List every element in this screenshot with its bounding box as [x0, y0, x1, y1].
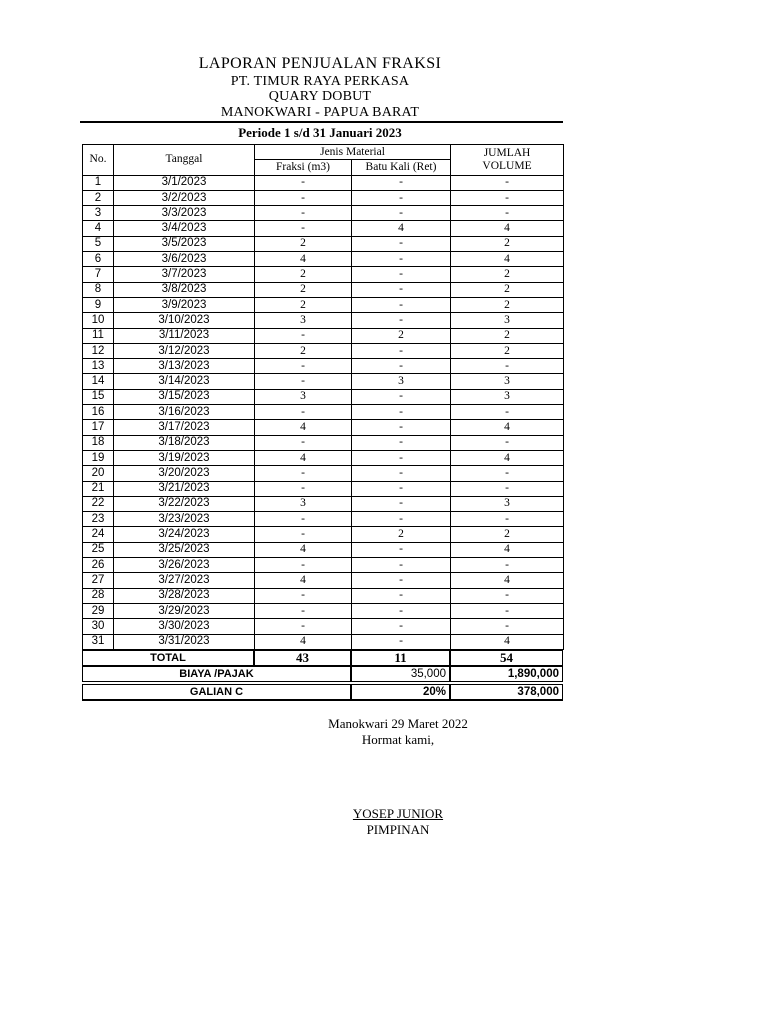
row-number: 27: [83, 573, 114, 588]
biaya-label: BIAYA /PAJAK: [82, 666, 351, 682]
table-row: [83, 527, 564, 542]
galian-rate: 20%: [351, 684, 450, 700]
column-header-date: Tanggal: [114, 145, 255, 176]
row-jumlah: 3: [451, 313, 564, 328]
row-number: 3: [83, 206, 114, 221]
row-jumlah: 2: [451, 343, 564, 358]
row-date: 3/4/2023: [114, 221, 255, 236]
row-number: 19: [83, 450, 114, 465]
row-date: 3/11/2023: [114, 328, 255, 343]
table-header-row-1: [83, 145, 564, 160]
row-batu-kali: -: [352, 542, 451, 557]
row-jumlah: -: [451, 435, 564, 450]
row-jumlah: -: [451, 175, 564, 190]
row-number: 18: [83, 435, 114, 450]
row-batu-kali: 3: [352, 374, 451, 389]
row-fraksi: -: [255, 603, 352, 618]
row-jumlah: 2: [451, 236, 564, 251]
table-row: [83, 405, 564, 420]
galian-amount: 378,000: [450, 684, 563, 700]
signatory-role: PIMPINAN: [366, 822, 430, 837]
row-date: 3/20/2023: [114, 466, 255, 481]
row-number: 30: [83, 619, 114, 634]
row-fraksi: -: [255, 435, 352, 450]
row-number: 11: [83, 328, 114, 343]
row-batu-kali: -: [352, 389, 451, 404]
table-row: [83, 359, 564, 374]
row-jumlah: 4: [451, 573, 564, 588]
row-fraksi: 4: [255, 450, 352, 465]
row-batu-kali: 2: [352, 527, 451, 542]
row-jumlah: 2: [451, 527, 564, 542]
row-date: 3/30/2023: [114, 619, 255, 634]
row-fraksi: -: [255, 466, 352, 481]
row-fraksi: -: [255, 619, 352, 634]
row-number: 21: [83, 481, 114, 496]
row-fraksi: -: [255, 374, 352, 389]
row-number: 8: [83, 282, 114, 297]
table-row: [83, 603, 564, 618]
row-date: 3/26/2023: [114, 558, 255, 573]
column-header-batu-kali: Batu Kali (Ret): [352, 160, 451, 175]
row-batu-kali: -: [352, 236, 451, 251]
table-row: [83, 252, 564, 267]
row-jumlah: 3: [451, 374, 564, 389]
row-fraksi: 2: [255, 267, 352, 282]
row-fraksi: 4: [255, 252, 352, 267]
row-date: 3/17/2023: [114, 420, 255, 435]
row-batu-kali: 4: [352, 221, 451, 236]
report-period: Periode 1 s/d 31 Januari 2023: [238, 125, 402, 140]
row-number: 23: [83, 512, 114, 527]
table-row: [83, 619, 564, 634]
row-date: 3/2/2023: [114, 190, 255, 205]
totals-table: [82, 650, 563, 701]
column-header-jumlah: [451, 145, 564, 176]
row-date: 3/29/2023: [114, 603, 255, 618]
column-header-jumlah-line1: JUMLAH: [483, 146, 531, 159]
signatory-name: YOSEP JUNIOR: [352, 806, 444, 821]
row-batu-kali: -: [352, 252, 451, 267]
row-date: 3/7/2023: [114, 267, 255, 282]
row-date: 3/21/2023: [114, 481, 255, 496]
row-fraksi: -: [255, 405, 352, 420]
table-row: [83, 435, 564, 450]
biaya-row: [82, 666, 563, 682]
row-number: 13: [83, 359, 114, 374]
table-row: [83, 512, 564, 527]
table-row: [83, 374, 564, 389]
signature-place-date: Manokwari 29 Maret 2022: [328, 716, 468, 731]
row-number: 29: [83, 603, 114, 618]
column-group-material: Jenis Material: [255, 145, 451, 160]
row-jumlah: 2: [451, 267, 564, 282]
row-number: 20: [83, 466, 114, 481]
row-jumlah: -: [451, 603, 564, 618]
row-date: 3/31/2023: [114, 634, 255, 649]
row-batu-kali: -: [352, 267, 451, 282]
row-fraksi: -: [255, 481, 352, 496]
table-row: [83, 267, 564, 282]
row-fraksi: 4: [255, 420, 352, 435]
row-jumlah: -: [451, 359, 564, 374]
row-date: 3/27/2023: [114, 573, 255, 588]
row-batu-kali: -: [352, 405, 451, 420]
table-row: [83, 634, 564, 649]
table-row: [83, 588, 564, 603]
biaya-rate: 35,000: [351, 666, 450, 682]
total-batu-kali: 11: [351, 650, 450, 666]
row-fraksi: 3: [255, 389, 352, 404]
row-date: 3/1/2023: [114, 175, 255, 190]
row-date: 3/22/2023: [114, 496, 255, 511]
row-number: 14: [83, 374, 114, 389]
row-batu-kali: -: [352, 481, 451, 496]
row-jumlah: 2: [451, 282, 564, 297]
row-jumlah: 4: [451, 252, 564, 267]
row-date: 3/14/2023: [114, 374, 255, 389]
table-row: [83, 542, 564, 557]
row-batu-kali: -: [352, 297, 451, 312]
row-date: 3/12/2023: [114, 343, 255, 358]
biaya-amount: 1,890,000: [450, 666, 563, 682]
table-row: [83, 221, 564, 236]
row-number: 24: [83, 527, 114, 542]
row-date: 3/23/2023: [114, 512, 255, 527]
row-jumlah: -: [451, 512, 564, 527]
header-divider: [80, 121, 563, 123]
column-header-jumlah-line2: VOLUME: [482, 159, 532, 172]
row-batu-kali: 2: [352, 328, 451, 343]
row-date: 3/19/2023: [114, 450, 255, 465]
table-row: [83, 450, 564, 465]
row-date: 3/28/2023: [114, 588, 255, 603]
row-fraksi: -: [255, 512, 352, 527]
row-jumlah: 3: [451, 496, 564, 511]
row-fraksi: -: [255, 328, 352, 343]
row-jumlah: -: [451, 481, 564, 496]
sales-table: [82, 144, 564, 650]
total-fraksi: 43: [254, 650, 351, 666]
report-title: LAPORAN PENJUALAN FRAKSI: [198, 55, 442, 72]
table-row: [83, 558, 564, 573]
row-number: 15: [83, 389, 114, 404]
company-name: PT. TIMUR RAYA PERKASA: [230, 74, 410, 89]
row-date: 3/9/2023: [114, 297, 255, 312]
row-date: 3/13/2023: [114, 359, 255, 374]
row-fraksi: 4: [255, 634, 352, 649]
total-row: [82, 650, 563, 666]
table-row: [83, 420, 564, 435]
row-number: 1: [83, 175, 114, 190]
row-fraksi: -: [255, 558, 352, 573]
table-row: [83, 297, 564, 312]
row-jumlah: 4: [451, 542, 564, 557]
row-batu-kali: -: [352, 466, 451, 481]
row-number: 10: [83, 313, 114, 328]
row-number: 31: [83, 634, 114, 649]
row-jumlah: -: [451, 206, 564, 221]
table-row: [83, 313, 564, 328]
row-number: 2: [83, 190, 114, 205]
row-number: 12: [83, 343, 114, 358]
row-batu-kali: -: [352, 512, 451, 527]
row-date: 3/5/2023: [114, 236, 255, 251]
table-row: [83, 496, 564, 511]
sales-table-body: [83, 145, 564, 650]
column-header-no: No.: [83, 145, 114, 176]
table-row: [83, 573, 564, 588]
row-fraksi: -: [255, 190, 352, 205]
row-fraksi: -: [255, 359, 352, 374]
total-label: TOTAL: [82, 650, 254, 666]
row-jumlah: 2: [451, 297, 564, 312]
row-batu-kali: -: [352, 282, 451, 297]
row-jumlah: -: [451, 619, 564, 634]
row-fraksi: 2: [255, 297, 352, 312]
row-batu-kali: -: [352, 619, 451, 634]
row-jumlah: 3: [451, 389, 564, 404]
row-number: 4: [83, 221, 114, 236]
galian-label: GALIAN C: [82, 684, 351, 700]
row-batu-kali: -: [352, 420, 451, 435]
row-number: 22: [83, 496, 114, 511]
row-batu-kali: -: [352, 558, 451, 573]
table-row: [83, 343, 564, 358]
row-jumlah: -: [451, 588, 564, 603]
row-jumlah: -: [451, 405, 564, 420]
table-row: [83, 175, 564, 190]
table-row: [83, 466, 564, 481]
row-fraksi: 2: [255, 236, 352, 251]
row-date: 3/18/2023: [114, 435, 255, 450]
row-date: 3/3/2023: [114, 206, 255, 221]
row-batu-kali: -: [352, 603, 451, 618]
row-batu-kali: -: [352, 450, 451, 465]
row-date: 3/16/2023: [114, 405, 255, 420]
row-jumlah: -: [451, 466, 564, 481]
row-batu-kali: -: [352, 573, 451, 588]
row-jumlah: 4: [451, 420, 564, 435]
table-row: [83, 282, 564, 297]
row-date: 3/8/2023: [114, 282, 255, 297]
row-jumlah: 2: [451, 328, 564, 343]
row-number: 5: [83, 236, 114, 251]
row-batu-kali: -: [352, 359, 451, 374]
row-fraksi: 4: [255, 542, 352, 557]
row-batu-kali: -: [352, 343, 451, 358]
row-batu-kali: -: [352, 496, 451, 511]
table-row: [83, 328, 564, 343]
row-batu-kali: -: [352, 634, 451, 649]
row-date: 3/25/2023: [114, 542, 255, 557]
table-row: [83, 206, 564, 221]
row-date: 3/10/2023: [114, 313, 255, 328]
row-number: 25: [83, 542, 114, 557]
row-fraksi: -: [255, 221, 352, 236]
row-fraksi: -: [255, 206, 352, 221]
row-number: 17: [83, 420, 114, 435]
row-number: 6: [83, 252, 114, 267]
row-fraksi: 4: [255, 573, 352, 588]
row-fraksi: -: [255, 175, 352, 190]
row-batu-kali: -: [352, 190, 451, 205]
row-fraksi: -: [255, 588, 352, 603]
total-jumlah: 54: [450, 650, 563, 666]
table-row: [83, 236, 564, 251]
table-row: [83, 389, 564, 404]
row-date: 3/6/2023: [114, 252, 255, 267]
row-date: 3/24/2023: [114, 527, 255, 542]
table-row: [83, 481, 564, 496]
galian-row: [82, 684, 563, 700]
row-jumlah: 4: [451, 450, 564, 465]
column-header-fraksi: Fraksi (m3): [255, 160, 352, 175]
quarry-name: QUARY DOBUT: [268, 89, 372, 104]
table-row: [83, 190, 564, 205]
row-number: 28: [83, 588, 114, 603]
row-fraksi: 2: [255, 282, 352, 297]
row-fraksi: 2: [255, 343, 352, 358]
row-batu-kali: -: [352, 313, 451, 328]
row-fraksi: 3: [255, 313, 352, 328]
row-date: 3/15/2023: [114, 389, 255, 404]
row-batu-kali: -: [352, 588, 451, 603]
row-batu-kali: -: [352, 175, 451, 190]
row-number: 7: [83, 267, 114, 282]
row-number: 26: [83, 558, 114, 573]
row-fraksi: -: [255, 527, 352, 542]
row-batu-kali: -: [352, 435, 451, 450]
row-jumlah: -: [451, 558, 564, 573]
row-jumlah: -: [451, 190, 564, 205]
location-line: MANOKWARI - PAPUA BARAT: [220, 105, 420, 120]
row-jumlah: 4: [451, 221, 564, 236]
row-number: 16: [83, 405, 114, 420]
signature-greeting: Hormat kami,: [361, 732, 435, 747]
row-fraksi: 3: [255, 496, 352, 511]
row-batu-kali: -: [352, 206, 451, 221]
row-jumlah: 4: [451, 634, 564, 649]
row-number: 9: [83, 297, 114, 312]
